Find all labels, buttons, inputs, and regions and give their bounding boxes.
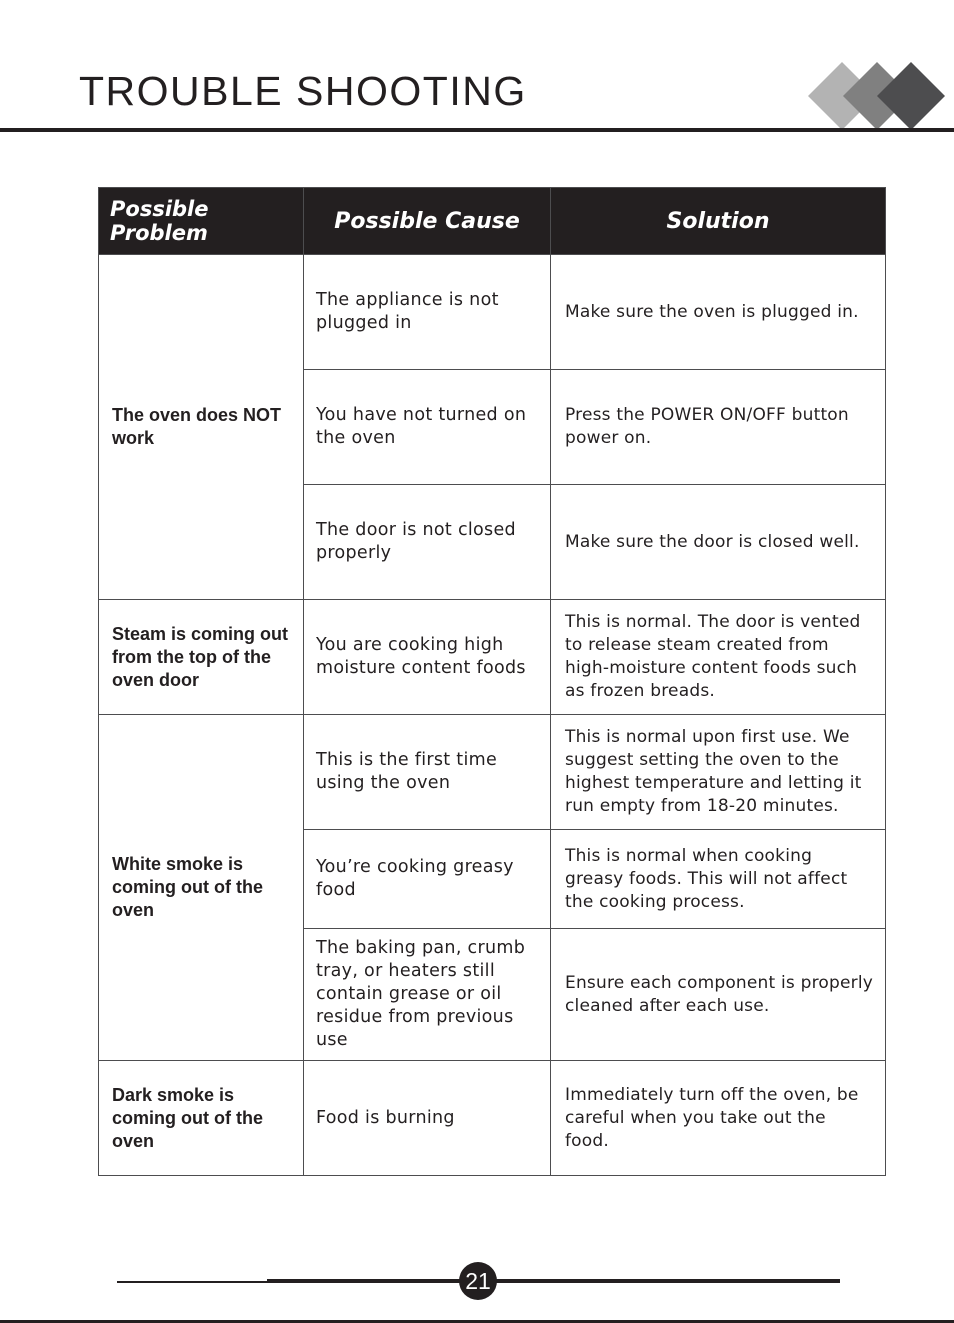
cause-cell	[304, 600, 551, 715]
cause-cell	[304, 370, 551, 485]
cause-text: You’re cooking greasy food	[316, 857, 514, 900]
cause-cell	[304, 715, 551, 830]
table-row	[99, 1061, 886, 1176]
table-row	[99, 600, 886, 715]
cause-cell	[304, 485, 551, 600]
diamond-decoration-icon	[806, 60, 946, 132]
page-title: TROUBLE SHOOTING	[79, 68, 527, 114]
solution-cell	[551, 1061, 886, 1176]
solution-text: This is normal. The door is vented to release steam created from high-moisture content foods such as frozen breads.	[565, 612, 861, 701]
cause-cell	[304, 1061, 551, 1176]
diamond-dark-icon	[877, 62, 945, 130]
problem-text: Dark smoke is coming out of the oven	[112, 1084, 263, 1151]
problem-cell	[99, 255, 304, 600]
cause-text: The appliance is not plugged in	[316, 290, 499, 333]
cause-cell	[304, 255, 551, 370]
problem-cell	[99, 600, 304, 715]
header-possible-cause: Possible Cause	[304, 188, 551, 255]
problem-text: Steam is coming out from the top of the oven door	[112, 623, 289, 690]
troubleshooting-table	[98, 187, 886, 1176]
problem-text: The oven does NOT work	[112, 405, 282, 448]
header-solution: Solution	[551, 188, 886, 255]
solution-cell	[551, 600, 886, 715]
cause-text: This is the first time using the oven	[316, 750, 498, 793]
title-divider	[0, 128, 954, 132]
problem-text: White smoke is coming out of the oven	[112, 854, 263, 920]
table-row	[99, 715, 886, 830]
cause-cell	[304, 830, 551, 929]
solution-cell	[551, 255, 886, 370]
solution-cell	[551, 830, 886, 929]
problem-cell	[99, 715, 304, 1061]
solution-text: This is normal upon first use. We suggest setting the oven to the highest temperature and letting it run empty from 18-20 minutes.	[565, 727, 862, 816]
solution-text: Make sure the door is closed well.	[565, 531, 860, 552]
cause-text: You have not turned on the oven	[316, 405, 527, 448]
solution-text: Make sure the oven is plugged in.	[565, 301, 859, 322]
cause-text: Food is burning	[316, 1107, 455, 1128]
cause-text: The door is not closed properly	[316, 520, 516, 563]
solution-text: Press the POWER ON/OFF button power on.	[565, 405, 849, 448]
cause-text: You are cooking high moisture content foods	[316, 635, 526, 678]
footer-rule	[495, 1279, 645, 1283]
solution-cell	[551, 715, 886, 830]
footer-rule	[645, 1279, 840, 1283]
cause-cell	[304, 929, 551, 1061]
solution-text: This is normal when cooking greasy foods. This will not affect the cooking process.	[565, 845, 848, 912]
solution-cell	[551, 370, 886, 485]
footer-rule	[117, 1281, 267, 1283]
footer-rule	[267, 1279, 462, 1283]
table-row	[99, 255, 886, 370]
problem-cell	[99, 1061, 304, 1176]
page-number: 21	[459, 1262, 497, 1300]
solution-cell	[551, 485, 886, 600]
solution-text: Immediately turn off the oven, be careful when you take out the food.	[565, 1084, 859, 1151]
solution-cell	[551, 929, 886, 1061]
cause-text: The baking pan, crumb tray, or heaters still contain grease or oil residue from previous use	[316, 938, 526, 1050]
header-possible-problem: Possible Problem	[99, 188, 304, 255]
table-header-row	[99, 188, 886, 255]
solution-text: Ensure each component is properly cleaned after each use.	[565, 972, 874, 1016]
